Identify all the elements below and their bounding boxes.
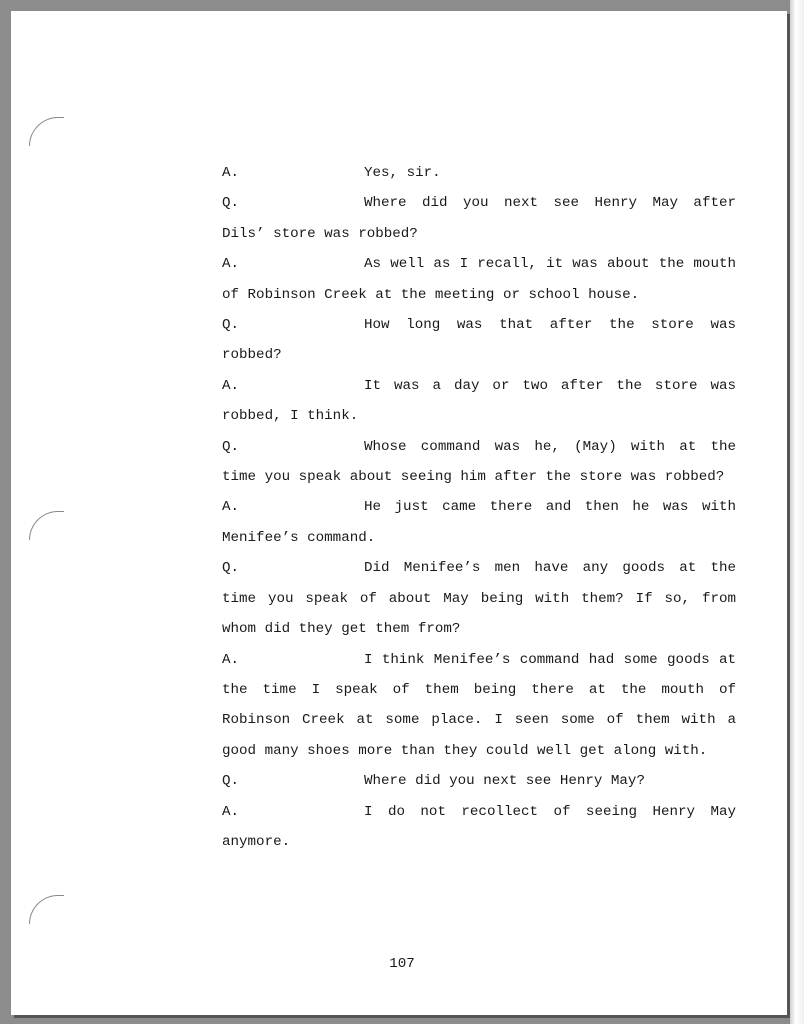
transcript-entry bbox=[222, 492, 736, 553]
entry-text: I do not recollect of seeing Henry May anymore. bbox=[222, 803, 736, 850]
speaker-label: A. bbox=[222, 377, 240, 394]
page-number: 107 bbox=[389, 956, 415, 972]
transcript-entry bbox=[222, 310, 736, 371]
speaker-label: Q. bbox=[222, 195, 240, 212]
speaker-label: A. bbox=[222, 803, 240, 820]
transcript-entry bbox=[222, 432, 736, 493]
speaker-label: Q. bbox=[222, 773, 240, 790]
transcript-entry bbox=[222, 249, 736, 310]
entry-text: He just came there and then he was with Menifee’s command. bbox=[222, 499, 736, 546]
speaker-label: Q. bbox=[222, 317, 240, 334]
page-edge bbox=[790, 0, 804, 1024]
entry-text: Where did you next see Henry May? bbox=[364, 773, 645, 790]
transcript-entry bbox=[222, 188, 736, 249]
entry-text: Yes, sir. bbox=[364, 165, 441, 181]
transcript-entry bbox=[222, 158, 736, 188]
binder-hole-mark bbox=[29, 895, 64, 924]
transcript-entry bbox=[222, 797, 736, 858]
transcript-entry bbox=[222, 371, 736, 432]
transcript-body bbox=[222, 158, 736, 857]
entry-text: As well as I recall, it was about the mouth of Robinson Creek at the meeting or school house. bbox=[222, 256, 736, 303]
binder-hole-mark bbox=[29, 117, 64, 146]
speaker-label: Q. bbox=[222, 438, 240, 455]
transcript-entry bbox=[222, 766, 736, 796]
speaker-label: Q. bbox=[222, 560, 240, 577]
entry-text: Where did you next see Henry May after Dils’ store was robbed? bbox=[222, 195, 736, 242]
binder-hole-mark bbox=[29, 511, 64, 540]
speaker-label: A. bbox=[222, 499, 240, 516]
entry-text: I think Menifee’s command had some goods at the time I speak of them being there at the mouth of Robinson Creek at some place. I seen some of them with a good many shoes more than they could well get along with. bbox=[222, 651, 736, 759]
speaker-label: A. bbox=[222, 165, 240, 181]
speaker-label: A. bbox=[222, 256, 240, 273]
entry-text: Whose command was he, (May) with at the time you speak about seeing him after the store was robbed? bbox=[222, 438, 736, 486]
entry-text: It was a day or two after the store was robbed, I think. bbox=[222, 377, 736, 425]
entry-text: How long was that after the store was robbed? bbox=[222, 317, 736, 364]
transcript-entry bbox=[222, 553, 736, 644]
entry-text: Did Menifee’s men have any goods at the time you speak of about May being with them? If so, from whom did they get them from? bbox=[222, 560, 736, 638]
speaker-label: A. bbox=[222, 651, 240, 668]
transcript-entry bbox=[222, 645, 736, 767]
